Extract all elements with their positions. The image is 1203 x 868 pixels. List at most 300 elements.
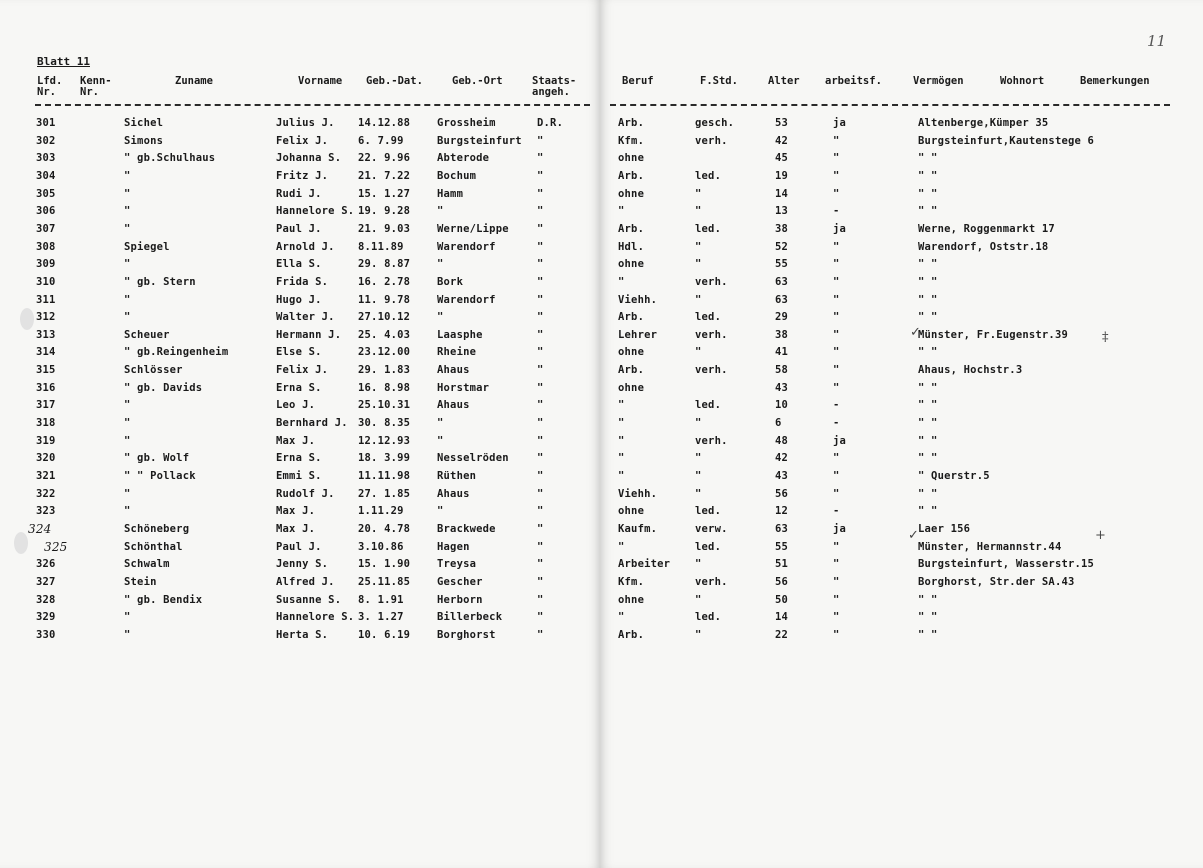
row-number: 316	[36, 382, 56, 394]
age-cell: 43	[775, 470, 789, 482]
row-number: 324	[28, 522, 52, 536]
marital-status-cell: "	[695, 205, 702, 217]
able-to-work-cell: -	[833, 505, 840, 517]
residence-cell: " "	[918, 452, 938, 464]
occupation-cell: ohne	[618, 505, 645, 517]
marital-status-cell: led.	[695, 223, 722, 235]
first-name-cell: Leo J.	[276, 399, 316, 411]
first-name-cell: Paul J.	[276, 223, 322, 235]
binder-hole-icon	[14, 532, 28, 554]
surname-cell: Schönthal	[124, 541, 183, 553]
occupation-cell: ohne	[618, 346, 645, 358]
citizenship-cell: "	[537, 505, 544, 517]
occupation-cell: Arb.	[618, 223, 645, 235]
occupation-cell: "	[618, 435, 625, 447]
header-vermoegen: Vermögen	[913, 75, 964, 87]
first-name-cell: Hannelore S.	[276, 205, 355, 217]
age-cell: 58	[775, 364, 789, 376]
citizenship-cell: "	[537, 523, 544, 535]
marital-status-cell: "	[695, 558, 702, 570]
cross-mark-icon: ‡	[1102, 330, 1109, 345]
marital-status-cell: "	[695, 417, 702, 429]
first-name-cell: Herta S.	[276, 629, 329, 641]
right-sheet	[600, 0, 1203, 868]
surname-cell: " gb.Schulhaus	[124, 152, 216, 164]
row-number: 315	[36, 364, 56, 376]
age-cell: 12	[775, 505, 789, 517]
header-zuname: Zuname	[175, 75, 213, 87]
birth-place-cell: Rüthen	[437, 470, 477, 482]
able-to-work-cell: "	[833, 594, 840, 606]
header-wohnort: Wohnort	[1000, 75, 1045, 87]
row-number: 311	[36, 294, 56, 306]
first-name-cell: Arnold J.	[276, 241, 335, 253]
birth-date-cell: 11.11.98	[358, 470, 411, 482]
birth-place-cell: Treysa	[437, 558, 477, 570]
age-cell: 63	[775, 276, 789, 288]
citizenship-cell: "	[537, 223, 544, 235]
residence-cell: " "	[918, 505, 938, 517]
birth-place-cell: Hamm	[437, 188, 464, 200]
row-number: 321	[36, 470, 56, 482]
marital-status-cell: led.	[695, 541, 722, 553]
birth-place-cell: Grossheim	[437, 117, 496, 129]
sheet-label: Blatt 11	[37, 55, 90, 68]
age-cell: 10	[775, 399, 789, 411]
able-to-work-cell: "	[833, 188, 840, 200]
birth-place-cell: Bork	[437, 276, 464, 288]
first-name-cell: Paul J.	[276, 541, 322, 553]
row-number: 307	[36, 223, 56, 235]
able-to-work-cell: "	[833, 152, 840, 164]
row-number: 326	[36, 558, 56, 570]
able-to-work-cell: -	[833, 417, 840, 429]
row-number: 317	[36, 399, 56, 411]
surname-cell: "	[124, 311, 131, 323]
able-to-work-cell: ja	[833, 223, 847, 235]
birth-date-cell: 15. 1.27	[358, 188, 411, 200]
residence-cell: " "	[918, 417, 938, 429]
birth-date-cell: 22. 9.96	[358, 152, 411, 164]
age-cell: 13	[775, 205, 789, 217]
surname-cell: "	[124, 170, 131, 182]
surname-cell: "	[124, 188, 131, 200]
birth-place-cell: Laasphe	[437, 329, 483, 341]
age-cell: 56	[775, 488, 789, 500]
first-name-cell: Erna S.	[276, 452, 322, 464]
birth-date-cell: 10. 6.19	[358, 629, 411, 641]
birth-date-cell: 25.10.31	[358, 399, 411, 411]
birth-date-cell: 25. 4.03	[358, 329, 411, 341]
first-name-cell: Walter J.	[276, 311, 335, 323]
able-to-work-cell: "	[833, 241, 840, 253]
birth-date-cell: 21. 9.03	[358, 223, 411, 235]
row-number: 301	[36, 117, 56, 129]
birth-place-cell: Rheine	[437, 346, 477, 358]
age-cell: 42	[775, 135, 789, 147]
citizenship-cell: "	[537, 417, 544, 429]
first-name-cell: Bernhard J.	[276, 417, 348, 429]
row-number: 309	[36, 258, 56, 270]
citizenship-cell: "	[537, 276, 544, 288]
marital-status-cell: "	[695, 294, 702, 306]
able-to-work-cell: "	[833, 558, 840, 570]
age-cell: 56	[775, 576, 789, 588]
surname-cell: Scheuer	[124, 329, 170, 341]
header-beruf: Beruf	[622, 75, 654, 87]
citizenship-cell: "	[537, 435, 544, 447]
able-to-work-cell: "	[833, 294, 840, 306]
able-to-work-cell: "	[833, 311, 840, 323]
residence-cell: " "	[918, 311, 938, 323]
header-arbeitsf: arbeitsf.	[825, 75, 882, 87]
birth-place-cell: Borghorst	[437, 629, 496, 641]
age-cell: 42	[775, 452, 789, 464]
age-cell: 41	[775, 346, 789, 358]
first-name-cell: Felix J.	[276, 364, 329, 376]
citizenship-cell: "	[537, 205, 544, 217]
occupation-cell: "	[618, 276, 625, 288]
citizenship-cell: "	[537, 329, 544, 341]
header-rule-left	[35, 104, 590, 106]
able-to-work-cell: "	[833, 382, 840, 394]
first-name-cell: Frida S.	[276, 276, 329, 288]
age-cell: 63	[775, 294, 789, 306]
birth-place-cell: Abterode	[437, 152, 490, 164]
able-to-work-cell: "	[833, 364, 840, 376]
birth-place-cell: Billerbeck	[437, 611, 503, 623]
birth-date-cell: 25.11.85	[358, 576, 411, 588]
able-to-work-cell: ja	[833, 117, 847, 129]
occupation-cell: Arb.	[618, 117, 645, 129]
check-mark-icon: ✓	[910, 325, 921, 340]
birth-place-cell: Hagen	[437, 541, 470, 553]
surname-cell: " gb.Reingenheim	[124, 346, 229, 358]
header-lfd-nr: Lfd. Nr.	[37, 75, 63, 98]
birth-date-cell: 11. 9.78	[358, 294, 411, 306]
first-name-cell: Julius J.	[276, 117, 335, 129]
occupation-cell: Viehh.	[618, 488, 658, 500]
birth-date-cell: 16. 8.98	[358, 382, 411, 394]
residence-cell: " "	[918, 205, 938, 217]
age-cell: 43	[775, 382, 789, 394]
birth-date-cell: 15. 1.90	[358, 558, 411, 570]
residence-cell: " "	[918, 170, 938, 182]
citizenship-cell: "	[537, 470, 544, 482]
row-number: 322	[36, 488, 56, 500]
occupation-cell: Lehrer	[618, 329, 658, 341]
marital-status-cell: "	[695, 488, 702, 500]
able-to-work-cell: "	[833, 488, 840, 500]
citizenship-cell: "	[537, 188, 544, 200]
header-vorname: Vorname	[298, 75, 343, 87]
birth-place-cell: Herborn	[437, 594, 483, 606]
marital-status-cell: "	[695, 241, 702, 253]
marital-status-cell: gesch.	[695, 117, 735, 129]
first-name-cell: Hugo J.	[276, 294, 322, 306]
residence-cell: " "	[918, 346, 938, 358]
age-cell: 48	[775, 435, 789, 447]
birth-place-cell: Ahaus	[437, 364, 470, 376]
surname-cell: "	[124, 399, 131, 411]
row-number: 327	[36, 576, 56, 588]
citizenship-cell: "	[537, 346, 544, 358]
occupation-cell: Kfm.	[618, 135, 645, 147]
able-to-work-cell: "	[833, 611, 840, 623]
row-number: 302	[36, 135, 56, 147]
citizenship-cell: "	[537, 611, 544, 623]
citizenship-cell: "	[537, 258, 544, 270]
binder-hole-icon	[20, 308, 34, 330]
birth-date-cell: 12.12.93	[358, 435, 411, 447]
marital-status-cell: verh.	[695, 364, 728, 376]
residence-cell: Werne, Roggenmarkt 17	[918, 223, 1055, 235]
birth-date-cell: 3. 1.27	[358, 611, 404, 623]
occupation-cell: "	[618, 417, 625, 429]
age-cell: 22	[775, 629, 789, 641]
birth-place-cell: Warendorf	[437, 294, 496, 306]
occupation-cell: Arb.	[618, 170, 645, 182]
birth-date-cell: 1.11.29	[358, 505, 404, 517]
row-number: 328	[36, 594, 56, 606]
birth-place-cell: "	[437, 258, 444, 270]
able-to-work-cell: -	[833, 399, 840, 411]
birth-place-cell: Gescher	[437, 576, 483, 588]
birth-place-cell: Brackwede	[437, 523, 496, 535]
able-to-work-cell: ja	[833, 523, 847, 535]
residence-cell: Altenberge,Kümper 35	[918, 117, 1049, 129]
occupation-cell: Arbeiter	[618, 558, 671, 570]
first-name-cell: Max J.	[276, 523, 316, 535]
marital-status-cell: verh.	[695, 135, 728, 147]
occupation-cell: "	[618, 611, 625, 623]
birth-date-cell: 6. 7.99	[358, 135, 404, 147]
birth-date-cell: 23.12.00	[358, 346, 411, 358]
occupation-cell: Arb.	[618, 364, 645, 376]
first-name-cell: Emmi S.	[276, 470, 322, 482]
residence-cell: Münster, Hermannstr.44	[918, 541, 1062, 553]
age-cell: 55	[775, 541, 789, 553]
birth-place-cell: "	[437, 435, 444, 447]
able-to-work-cell: "	[833, 576, 840, 588]
header-kenn-nr: Kenn- Nr.	[80, 75, 112, 98]
surname-cell: Schlösser	[124, 364, 183, 376]
first-name-cell: Jenny S.	[276, 558, 329, 570]
marital-status-cell: "	[695, 594, 702, 606]
residence-cell: " "	[918, 611, 938, 623]
residence-cell: " "	[918, 258, 938, 270]
residence-cell: Warendorf, Oststr.18	[918, 241, 1049, 253]
occupation-cell: "	[618, 399, 625, 411]
residence-cell: " "	[918, 399, 938, 411]
age-cell: 52	[775, 241, 789, 253]
marital-status-cell: verh.	[695, 435, 728, 447]
occupation-cell: ohne	[618, 382, 645, 394]
citizenship-cell: "	[537, 152, 544, 164]
header-rule-right	[610, 104, 1170, 106]
birth-place-cell: Bochum	[437, 170, 477, 182]
surname-cell: "	[124, 223, 131, 235]
occupation-cell: ohne	[618, 594, 645, 606]
surname-cell: " gb. Wolf	[124, 452, 190, 464]
first-name-cell: Fritz J.	[276, 170, 329, 182]
marital-status-cell: led.	[695, 170, 722, 182]
left-sheet	[0, 0, 601, 868]
occupation-cell: "	[618, 541, 625, 553]
residence-cell: " "	[918, 435, 938, 447]
birth-place-cell: Nesselröden	[437, 452, 509, 464]
first-name-cell: Rudolf J.	[276, 488, 335, 500]
check-mark-icon: ✓	[908, 528, 919, 543]
citizenship-cell: D.R.	[537, 117, 564, 129]
citizenship-cell: "	[537, 594, 544, 606]
surname-cell: "	[124, 417, 131, 429]
surname-cell: Stein	[124, 576, 157, 588]
surname-cell: " gb. Bendix	[124, 594, 203, 606]
occupation-cell: "	[618, 452, 625, 464]
residence-cell: Burgsteinfurt,Kautenstege 6	[918, 135, 1095, 147]
birth-place-cell: Burgsteinfurt	[437, 135, 522, 147]
birth-date-cell: 14.12.88	[358, 117, 411, 129]
age-cell: 38	[775, 223, 789, 235]
marital-status-cell: verh.	[695, 576, 728, 588]
residence-cell: " "	[918, 488, 938, 500]
first-name-cell: Felix J.	[276, 135, 329, 147]
surname-cell: Sichel	[124, 117, 164, 129]
age-cell: 50	[775, 594, 789, 606]
citizenship-cell: "	[537, 488, 544, 500]
birth-place-cell: "	[437, 311, 444, 323]
occupation-cell: ohne	[618, 258, 645, 270]
row-number: 308	[36, 241, 56, 253]
age-cell: 6	[775, 417, 782, 429]
cross-mark-icon: +	[1095, 528, 1106, 543]
age-cell: 53	[775, 117, 789, 129]
citizenship-cell: "	[537, 558, 544, 570]
citizenship-cell: "	[537, 364, 544, 376]
citizenship-cell: "	[537, 135, 544, 147]
row-number: 320	[36, 452, 56, 464]
first-name-cell: Erna S.	[276, 382, 322, 394]
residence-cell: " "	[918, 382, 938, 394]
birth-place-cell: "	[437, 505, 444, 517]
first-name-cell: Max J.	[276, 505, 316, 517]
birth-place-cell: "	[437, 205, 444, 217]
marital-status-cell: led.	[695, 311, 722, 323]
header-fstd: F.Std.	[700, 75, 738, 87]
header-alter: Alter	[768, 75, 800, 87]
age-cell: 14	[775, 611, 789, 623]
occupation-cell: ohne	[618, 152, 645, 164]
occupation-cell: Kfm.	[618, 576, 645, 588]
birth-date-cell: 16. 2.78	[358, 276, 411, 288]
able-to-work-cell: "	[833, 170, 840, 182]
row-number: 312	[36, 311, 56, 323]
row-number: 303	[36, 152, 56, 164]
citizenship-cell: "	[537, 382, 544, 394]
residence-cell: " "	[918, 629, 938, 641]
surname-cell: "	[124, 488, 131, 500]
able-to-work-cell: "	[833, 346, 840, 358]
row-number: 310	[36, 276, 56, 288]
age-cell: 45	[775, 152, 789, 164]
first-name-cell: Rudi J.	[276, 188, 322, 200]
birth-place-cell: Warendorf	[437, 241, 496, 253]
citizenship-cell: "	[537, 576, 544, 588]
able-to-work-cell: "	[833, 258, 840, 270]
row-number: 329	[36, 611, 56, 623]
citizenship-cell: "	[537, 241, 544, 253]
row-number: 313	[36, 329, 56, 341]
birth-date-cell: 30. 8.35	[358, 417, 411, 429]
row-number: 325	[44, 540, 68, 554]
first-name-cell: Ella S.	[276, 258, 322, 270]
residence-cell: " "	[918, 594, 938, 606]
age-cell: 55	[775, 258, 789, 270]
birth-date-cell: 29. 8.87	[358, 258, 411, 270]
birth-place-cell: "	[437, 417, 444, 429]
age-cell: 38	[775, 329, 789, 341]
surname-cell: "	[124, 435, 131, 447]
residence-cell: Burgsteinfurt, Wasserstr.15	[918, 558, 1095, 570]
residence-cell: " "	[918, 152, 938, 164]
birth-date-cell: 20. 4.78	[358, 523, 411, 535]
surname-cell: Schwalm	[124, 558, 170, 570]
citizenship-cell: "	[537, 541, 544, 553]
row-number: 314	[36, 346, 56, 358]
surname-cell: Schöneberg	[124, 523, 190, 535]
citizenship-cell: "	[537, 294, 544, 306]
marital-status-cell: "	[695, 452, 702, 464]
row-number: 319	[36, 435, 56, 447]
age-cell: 29	[775, 311, 789, 323]
residence-cell: " "	[918, 294, 938, 306]
age-cell: 63	[775, 523, 789, 535]
row-number: 323	[36, 505, 56, 517]
row-number: 305	[36, 188, 56, 200]
birth-place-cell: Werne/Lippe	[437, 223, 509, 235]
marital-status-cell: verh.	[695, 276, 728, 288]
surname-cell: " gb. Stern	[124, 276, 196, 288]
occupation-cell: "	[618, 470, 625, 482]
header-geb-ort: Geb.-Ort	[452, 75, 503, 87]
able-to-work-cell: -	[833, 205, 840, 217]
row-number: 318	[36, 417, 56, 429]
residence-cell: " "	[918, 188, 938, 200]
birth-date-cell: 8. 1.91	[358, 594, 404, 606]
marital-status-cell: verw.	[695, 523, 728, 535]
occupation-cell: Viehh.	[618, 294, 658, 306]
page-number: 11	[1147, 32, 1167, 50]
header-staatsangeh: Staats- angeh.	[532, 75, 577, 98]
marital-status-cell: "	[695, 258, 702, 270]
birth-date-cell: 29. 1.83	[358, 364, 411, 376]
occupation-cell: Arb.	[618, 629, 645, 641]
marital-status-cell: "	[695, 629, 702, 641]
residence-cell: Borghorst, Str.der SA.43	[918, 576, 1075, 588]
age-cell: 14	[775, 188, 789, 200]
occupation-cell: Hdl.	[618, 241, 645, 253]
header-bemerkungen: Bemerkungen	[1080, 75, 1150, 87]
birth-place-cell: Ahaus	[437, 488, 470, 500]
occupation-cell: "	[618, 205, 625, 217]
citizenship-cell: "	[537, 629, 544, 641]
surname-cell: Simons	[124, 135, 164, 147]
surname-cell: "	[124, 611, 131, 623]
able-to-work-cell: "	[833, 541, 840, 553]
row-number: 306	[36, 205, 56, 217]
row-number: 330	[36, 629, 56, 641]
